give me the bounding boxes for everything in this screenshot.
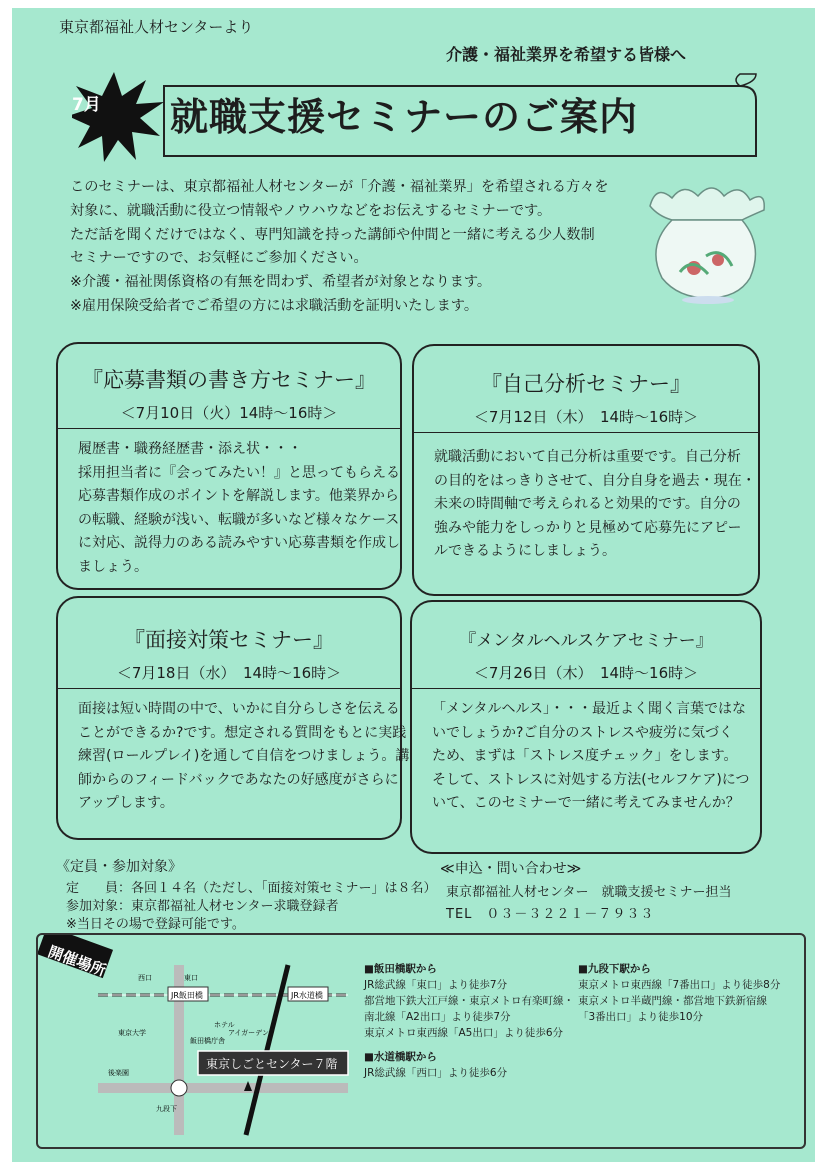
seminar-card-self-analysis — [412, 344, 760, 596]
intro-line: ※介護・福祉関係資格の有無を問わず、希望者が対象となります。 — [70, 274, 492, 291]
map-label: 後楽園 — [108, 1069, 129, 1077]
seminar-text: 採用担当者に『会ってみたい！』と思ってもらえる — [78, 464, 400, 481]
access-route: 東京メトロ東西線「7番出口」より徒歩8分 — [578, 979, 781, 991]
access-route: JR総武線「西口」より徒歩6分 — [364, 1067, 508, 1079]
contact-org: 東京都福祉人材センター 就職支援セミナー担当 — [446, 885, 732, 900]
intro-line: このセミナーは、東京都福祉人材センターが「介護・福祉業界」を希望される方々を — [70, 179, 609, 195]
capacity-line: ※当日その場で登録可能です。 — [66, 917, 245, 932]
seminar-title: 『自己分析セミナー』 — [481, 372, 691, 396]
seminar-text: の転職、経験が浅い、転職が多いなど様々なケース — [78, 511, 400, 528]
vase-icon — [632, 176, 782, 306]
access-station: ■飯田橋駅から — [364, 963, 437, 975]
seminar-text: そして、ストレスに対処する方法(セルフケア)につ — [432, 771, 750, 788]
access-group — [578, 961, 780, 1025]
seminar-text: 面接は短い時間の中で、いかに自分らしさを伝える — [78, 701, 400, 717]
seminar-date: ＜7月26日（木） 14時～16時＞ — [473, 664, 699, 682]
seminar-text: に対応、説得力のある読みやすい応募書類を作成し — [78, 535, 400, 551]
seminar-date: ＜7月18日（水） 14時～16時＞ — [116, 664, 342, 682]
seminar-title: 『メンタルヘルスケアセミナー』 — [459, 631, 713, 651]
access-route: 東京メトロ半蔵門線・都営地下鉄新宿線 — [578, 995, 767, 1007]
seminar-text: ルできるようにしましょう。 — [434, 543, 616, 559]
seminar-text: アップします。 — [78, 795, 174, 811]
seminar-text: 履歴書・職務経歴書・添え状・・・ — [78, 441, 302, 457]
access-route: JR総武線「東口」より徒歩7分 — [364, 979, 508, 991]
intro-line: 対象に、就職活動に役立つ情報やノウハウなどをお伝えするセミナーです。 — [70, 202, 552, 219]
seminar-date: ＜7月10日（火）14時～16時＞ — [120, 404, 338, 422]
map-label: 東京大学 — [118, 1029, 146, 1037]
map-label: 東口 — [184, 974, 198, 982]
seminar-text: 師からのフィードバックであなたの好感度がさらに — [78, 771, 399, 788]
seminar-text: いでしょうか?ご自分のストレスや疲労に気づく — [432, 724, 734, 741]
intro-line: ※雇用保険受給者でご希望の方には求職活動を証明いたします。 — [70, 297, 479, 314]
seminar-text: 就職活動において自己分析は重要です。自己分析 — [434, 449, 741, 465]
starburst-icon — [72, 72, 164, 162]
access-route: 「3番出口」より徒歩10分 — [578, 1011, 704, 1023]
map-label: JR水道橋 — [291, 991, 323, 1000]
map-label: JR飯田橋 — [171, 991, 203, 1000]
sender-line: 東京都福祉人材センターより — [59, 18, 254, 36]
intro-text — [70, 176, 630, 319]
access-route: 都営地下鉄大江戸線・東京メトロ有楽町線・ — [364, 995, 574, 1007]
access-route: 南北線「A2出口」より徒歩7分 — [364, 1011, 511, 1023]
intro-line: ただ話を聞くだけではなく、専門知識を持った講師や仲間と一緒に考える少人数制 — [70, 226, 595, 243]
seminar-card-resume — [56, 342, 402, 590]
access-route: 東京メトロ東西線「A5出口」より徒歩6分 — [364, 1027, 564, 1039]
intro-line: セミナーですので、お気軽にご参加ください。 — [70, 250, 368, 267]
seminar-text: 未来の時間軸で考えられると効果的です。自分の — [434, 496, 741, 512]
contact-section — [440, 860, 731, 924]
capacity-line: 定 員：各回１４名（ただし、「面接対策セミナー」は８名） — [66, 881, 437, 896]
month-badge: 7月 — [72, 95, 101, 115]
map-label: ホテル — [214, 1021, 235, 1029]
capacity-section — [56, 858, 437, 934]
seminar-card-mental-health — [410, 600, 762, 854]
seminar-text: ましょう。 — [78, 558, 148, 575]
seminar-text: いて、このセミナーで一緒に考えてみませんか？ — [432, 795, 740, 811]
access-group — [364, 961, 574, 1081]
seminar-text: 練習(ロールプレイ)を通して自信をつけましょう。講 — [78, 748, 410, 764]
audience-line: 介護・福祉業界を希望する皆様へ — [446, 45, 687, 64]
seminar-text: 強みや能力をしっかりと見極めて応募先にアピー — [434, 519, 742, 536]
seminar-date: ＜7月12日（木） 14時～16時＞ — [473, 408, 699, 426]
map-label: 飯田橋庁舎 — [190, 1037, 225, 1045]
contact-heading: ≪申込・問い合わせ≫ — [440, 861, 582, 877]
seminar-text: 「メンタルヘルス」・・・最近よく聞く言葉ではな — [432, 701, 747, 717]
seminar-text: の目的をはっきりさせて、自分自身を過去・現在・ — [434, 472, 756, 489]
building-label: 東京しごとセンター７階 — [206, 1057, 338, 1071]
map-label: 九段下 — [156, 1105, 177, 1113]
map-label: アイガーデン — [228, 1029, 270, 1037]
access-station: ■九段下駅から — [578, 963, 651, 975]
venue-section — [36, 933, 806, 1149]
seminar-title: 『応募書類の書き方セミナー』 — [82, 368, 376, 392]
seminar-title: 『面接対策セミナー』 — [124, 628, 334, 652]
map-label: 西口 — [138, 974, 152, 982]
contact-tel: TEL ０３－３２２１－７９３３ — [446, 907, 655, 922]
venue-label: 開催場所 — [45, 942, 109, 980]
venue-map — [38, 935, 378, 1143]
access-station: ■水道橋駅から — [364, 1051, 437, 1063]
capacity-heading: 《定員・参加対象》 — [56, 859, 182, 875]
capacity-line: 参加対象：東京都福祉人材センター求職登録者 — [66, 899, 339, 914]
page-title: 就職支援セミナーのご案内 — [170, 95, 639, 139]
seminar-text: 応募書類作成のポイントを解説します。他業界から — [78, 488, 399, 504]
flyer-page — [12, 8, 815, 1162]
seminar-card-interview — [56, 596, 410, 840]
seminar-text: ため、まずは「ストレス度チェック」をします。 — [432, 748, 738, 764]
seminar-text: ことができるか?です。想定される質問をもとに実践 — [78, 724, 407, 741]
